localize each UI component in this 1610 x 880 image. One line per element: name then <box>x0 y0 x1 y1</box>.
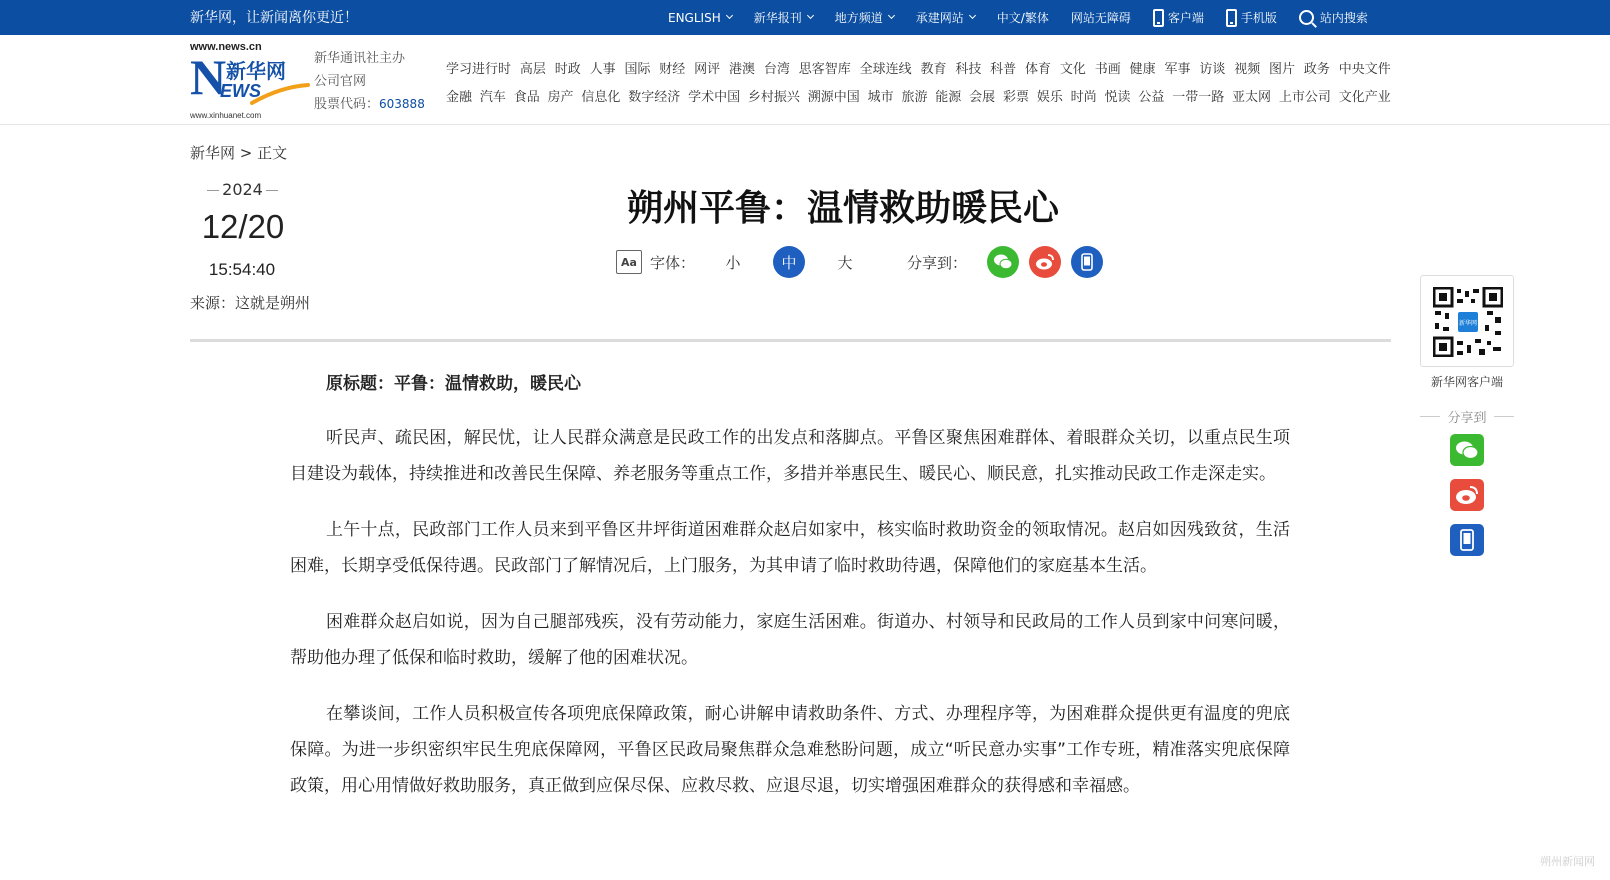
stock-label: 股票代码： <box>314 97 380 112</box>
channel-link[interactable]: 中央文件 <box>1338 61 1391 77</box>
article-source: 来源：这就是朔州 <box>190 294 311 312</box>
stock-code-link[interactable]: 603888 <box>379 97 425 111</box>
top-nav-label: 中文/繁体 <box>996 11 1049 25</box>
channel-link[interactable]: 数字经济 <box>628 89 681 105</box>
chevron-down-icon <box>807 12 814 19</box>
top-nav-traditional[interactable] <box>997 9 1049 26</box>
channel-link[interactable]: 彩票 <box>1002 89 1029 105</box>
channel-link[interactable]: 能源 <box>935 89 962 105</box>
wechat-icon <box>1455 440 1479 460</box>
channel-link[interactable]: 教育 <box>920 61 947 77</box>
top-nav-accessibility[interactable] <box>1071 9 1131 26</box>
top-nav-local-channels[interactable] <box>835 9 894 26</box>
top-nav-label: 地方频道 <box>834 11 883 25</box>
breadcrumb-home[interactable]: 新华网 <box>190 144 236 162</box>
channel-link[interactable]: 时政 <box>554 61 581 77</box>
channel-link[interactable]: 城市 <box>867 89 894 105</box>
channel-link[interactable]: 全球连线 <box>859 61 912 77</box>
official-line-2: 公司官网 <box>314 74 367 89</box>
channel-link[interactable]: 时尚 <box>1070 89 1097 105</box>
channel-link[interactable]: 军事 <box>1164 61 1191 77</box>
top-nav-label: 客户端 <box>1167 11 1204 25</box>
official-line-1: 新华通讯社主办 <box>314 51 406 66</box>
channel-link[interactable]: 台湾 <box>763 61 790 77</box>
channel-link[interactable]: 溯源中国 <box>807 89 860 105</box>
channel-link[interactable]: 旅游 <box>901 89 928 105</box>
weibo-icon <box>1455 485 1479 505</box>
channel-link[interactable]: 港澳 <box>729 61 756 77</box>
float-share-wechat-button[interactable] <box>1450 434 1484 466</box>
channel-link[interactable]: 图片 <box>1269 61 1296 77</box>
logo-name: 新华网 <box>226 59 286 83</box>
channel-link[interactable]: 乡村振兴 <box>747 89 800 105</box>
app-qr-code <box>1420 275 1514 367</box>
share-wechat-button[interactable] <box>987 246 1019 278</box>
logo-letter: N <box>190 49 227 105</box>
breadcrumb-separator: > <box>239 144 253 162</box>
publish-year: 2024 <box>205 180 280 199</box>
site-logo[interactable] <box>190 41 306 121</box>
font-size-medium-button[interactable]: 中 <box>773 246 805 278</box>
float-share-mobile-button[interactable] <box>1450 524 1484 556</box>
stock-info <box>314 93 425 116</box>
share-weibo-button[interactable] <box>1029 246 1061 278</box>
site-slogan: 新华网，让新闻离你更近！ <box>190 10 358 26</box>
font-size-icon: Aa <box>616 250 642 274</box>
logo-swoosh-icon <box>250 83 310 105</box>
chevron-down-icon <box>726 12 733 19</box>
chevron-down-icon <box>969 12 976 19</box>
channel-link[interactable]: 网评 <box>694 61 721 77</box>
channel-link[interactable]: 会展 <box>969 89 996 105</box>
site-search-button[interactable] <box>1299 9 1368 26</box>
channel-link[interactable]: 信息化 <box>581 89 621 105</box>
channel-link[interactable]: 人事 <box>589 61 616 77</box>
top-nav <box>668 0 1368 35</box>
font-size-large-button[interactable]: 大 <box>837 253 853 272</box>
watermark: 朔州新闻网 <box>1540 855 1595 868</box>
channel-row <box>446 81 1391 109</box>
channel-link[interactable]: 娱乐 <box>1036 89 1063 105</box>
breadcrumb-current: 正文 <box>257 144 288 162</box>
channel-link[interactable]: 公益 <box>1138 89 1165 105</box>
official-info <box>314 47 425 116</box>
site-header <box>0 35 1610 125</box>
channel-link[interactable]: 国际 <box>624 61 651 77</box>
mobile-icon <box>1460 529 1474 551</box>
channel-link[interactable]: 健康 <box>1129 61 1156 77</box>
channel-link[interactable]: 金融 <box>446 89 473 105</box>
top-nav-label: 手机版 <box>1240 11 1277 25</box>
top-nav-english[interactable] <box>668 11 732 25</box>
channel-link[interactable]: 房产 <box>547 89 574 105</box>
title-divider <box>190 339 1391 342</box>
publish-date: 12/20 <box>201 208 285 245</box>
weibo-icon <box>1035 253 1055 271</box>
channel-link[interactable]: 科普 <box>990 61 1017 77</box>
channel-link[interactable]: 书画 <box>1094 61 1121 77</box>
qr-center-label: 新华网 <box>1458 320 1478 327</box>
wechat-icon <box>993 253 1013 271</box>
channel-link[interactable]: 学术中国 <box>688 89 741 105</box>
channel-link[interactable]: 上市公司 <box>1278 89 1331 105</box>
channel-link[interactable]: 访谈 <box>1199 61 1226 77</box>
font-size-small-button[interactable]: 小 <box>725 253 741 272</box>
phone-icon <box>1153 9 1164 27</box>
top-nav-built-sites[interactable] <box>916 9 975 26</box>
channel-link[interactable]: 思客智库 <box>798 61 851 77</box>
mobile-icon <box>1081 253 1093 271</box>
float-share-weibo-button[interactable] <box>1450 479 1484 511</box>
share-mobile-button[interactable] <box>1071 246 1103 278</box>
channel-link[interactable]: 体育 <box>1025 61 1052 77</box>
channel-link[interactable]: 政务 <box>1303 61 1330 77</box>
top-nav-label: 网站无障碍 <box>1070 11 1131 25</box>
channel-link[interactable]: 文化产业 <box>1338 89 1391 105</box>
channel-link[interactable]: 亚太网 <box>1232 89 1272 105</box>
logo-letters: EWS <box>220 81 262 101</box>
channel-link[interactable]: 一带一路 <box>1172 89 1225 105</box>
top-nav-client[interactable] <box>1153 9 1204 27</box>
breadcrumb <box>190 142 287 163</box>
article-paragraph: 上午十点，民政部门工作人员来到平鲁区井坪街道困难群众赵启如家中，核实临时救助资金的领取情况。赵启如因残致贫，生活困难，长期享受低保待遇。民政部门了解情况后，上门服务，为其申请了临时救助待遇，保障他们的家庭基本生活。 <box>290 520 1290 576</box>
article-paragraph: 听民声、疏民困，解民忧，让人民群众满意是民政工作的出发点和落脚点。平鲁区聚焦困难群体、着眼群众关切，以重点民生项目建设为载体，持续推进和改善民生保障、养老服务等重点工作，多措并举惠民生、暖民心、顺民意，扎实推动民政工作走深走实。 <box>290 428 1290 484</box>
channel-link[interactable]: 高层 <box>519 61 546 77</box>
article-tools <box>616 244 1103 280</box>
top-nav-mobile[interactable] <box>1226 9 1277 27</box>
share-label: 分享到： <box>907 253 968 272</box>
channel-link[interactable]: 视频 <box>1234 61 1261 77</box>
qr-caption: 新华网客户端 <box>1430 375 1503 389</box>
top-bar <box>0 0 1610 35</box>
channel-row <box>446 53 1391 81</box>
channel-link[interactable]: 食品 <box>513 89 540 105</box>
channel-link[interactable]: 财经 <box>659 61 686 77</box>
mobile-icon <box>1226 9 1237 27</box>
top-nav-label: ENGLISH <box>668 10 721 25</box>
channel-link[interactable]: 科技 <box>955 61 982 77</box>
top-nav-label: 站内搜索 <box>1319 11 1368 25</box>
search-icon <box>1299 10 1314 25</box>
original-title: 原标题：平鲁：温情救助，暖民心 <box>326 374 581 394</box>
font-size-label: 字体： <box>650 253 696 272</box>
chevron-down-icon <box>888 12 895 19</box>
channel-link[interactable]: 学习进行时 <box>446 61 512 77</box>
logo-url-secondary: www.xinhuanet.com <box>190 111 262 120</box>
logo-url: www.news.cn <box>190 41 262 53</box>
channel-nav <box>446 53 1391 109</box>
top-nav-label: 新华报刊 <box>753 11 802 25</box>
channel-link[interactable]: 文化 <box>1059 61 1086 77</box>
article-paragraph: 在攀谈间，工作人员积极宣传各项兜底保障政策，耐心讲解申请救助条件、方式、办理程序等，为困难群众提供更有温度的兜底保障。为进一步织密织牢民生兜底保障网，平鲁区民政局聚焦群众急难愁盼问题，成立“听民意办实事”工作专班，精准落实兜底保障政策，用心用情做好救助服务，真正做到应保尽保、应救尽救、应退尽退，切实增强困难群众的获得感和幸福感。 <box>290 704 1290 796</box>
top-nav-newspapers[interactable] <box>754 9 813 26</box>
channel-link[interactable]: 汽车 <box>479 89 506 105</box>
article-paragraph: 困难群众赵启如说，因为自己腿部残疾，没有劳动能力，家庭生活困难。街道办、村领导和民政局的工作人员到家中问寒问暖，帮助他办理了低保和临时救助，缓解了他的困难状况。 <box>290 612 1290 668</box>
article-body <box>290 366 1290 824</box>
article-title: 朔州平鲁：温情救助暖民心 <box>626 188 1059 229</box>
top-nav-label: 承建网站 <box>915 11 964 25</box>
channel-link[interactable]: 悦读 <box>1104 89 1131 105</box>
publish-time: 15:54:40 <box>208 260 276 279</box>
qr-code-icon <box>1433 287 1503 357</box>
float-share-label: 分享到 <box>1420 407 1514 426</box>
